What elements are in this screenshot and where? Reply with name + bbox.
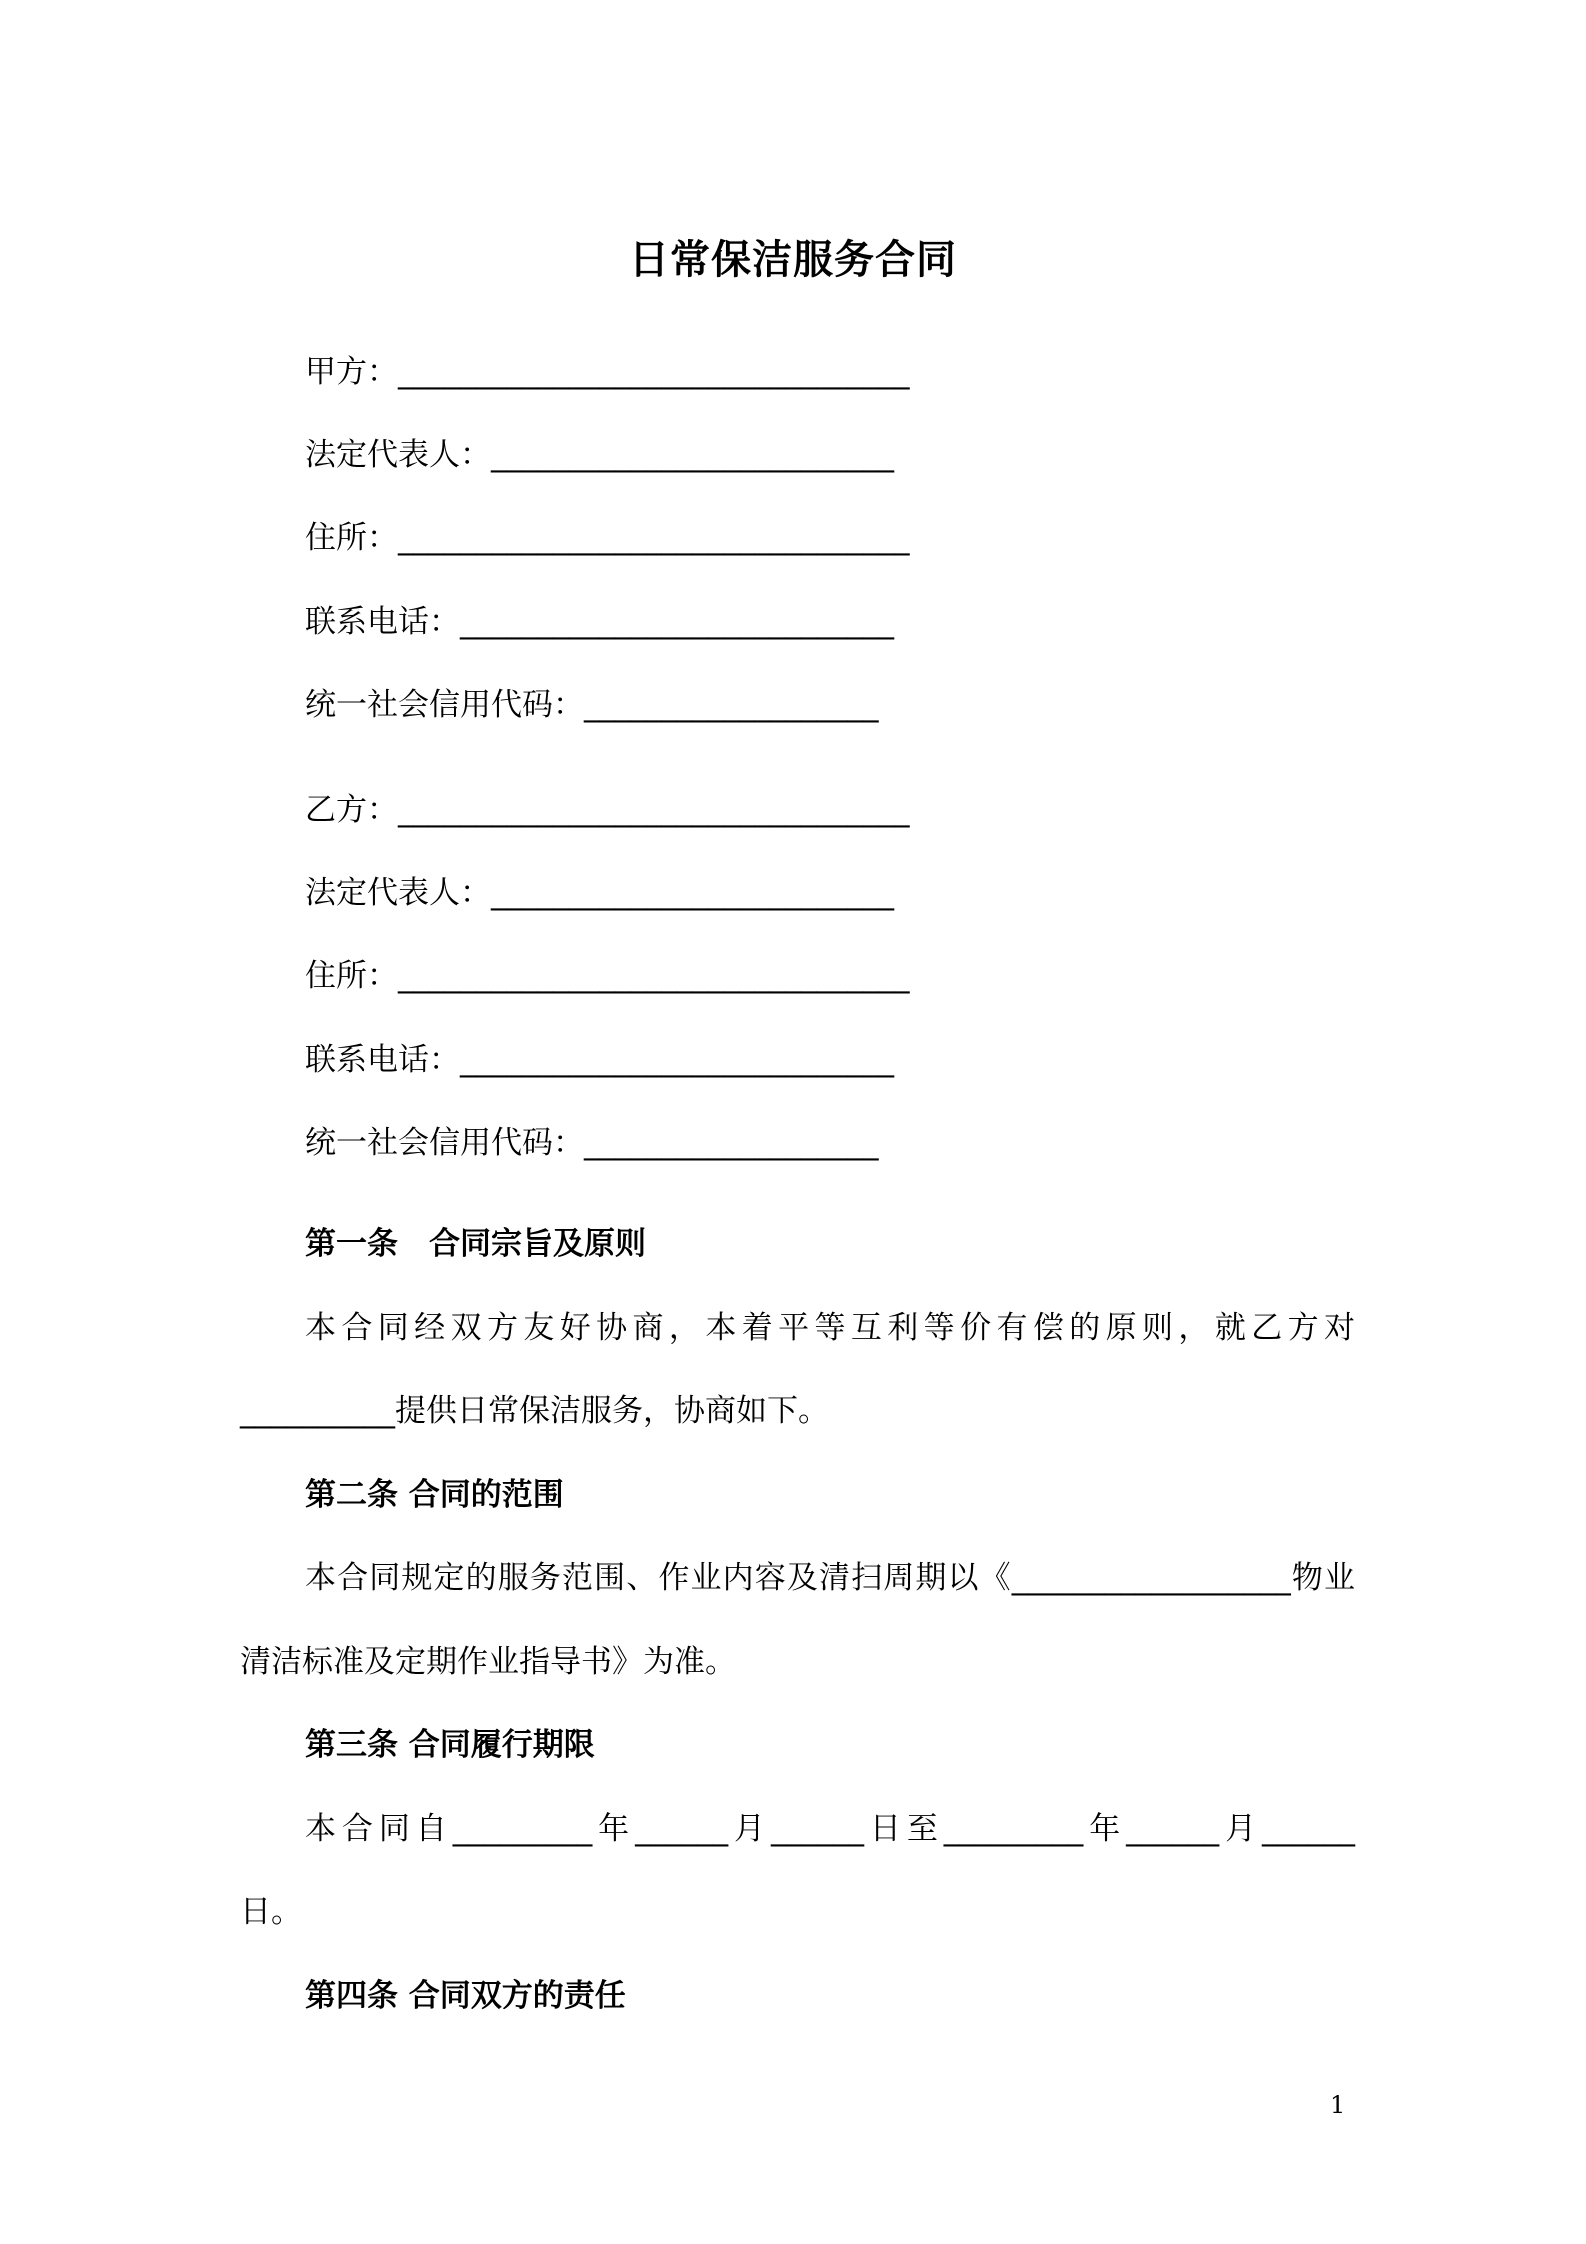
party-a-legal-rep-field: 法定代表人：__________________________ (305, 437, 894, 473)
party-a-phone-field: 联系电话：____________________________ (305, 604, 894, 640)
article-1-line-1: 本合同经双方友好协商，本着平等互利等价有偿的原则，就乙方对 (305, 1310, 1355, 1346)
article-2-heading: 第二条 合同的范围 (305, 1477, 564, 1513)
article-3-heading: 第三条 合同履行期限 (305, 1727, 595, 1763)
document-title: 日常保洁服务合同 (629, 237, 957, 283)
article-2-line-1: 本合同规定的服务范围、作业内容及清扫周期以《__________________物业 (305, 1560, 1355, 1596)
article-4-heading: 第四条 合同双方的责任 (305, 1978, 626, 2014)
article-3-line-2: 日。 (240, 1894, 302, 1930)
article-1-line-2: __________提供日常保洁服务，协商如下。 (240, 1393, 829, 1429)
party-a-name-field: 甲方：_________________________________ (305, 354, 910, 390)
party-b-name-field: 乙方：_________________________________ (305, 792, 910, 828)
party-b-legal-rep-field: 法定代表人：__________________________ (305, 875, 894, 911)
party-b-phone-field: 联系电话：____________________________ (305, 1042, 894, 1078)
party-b-credit-code-field: 统一社会信用代码：___________________ (305, 1125, 879, 1161)
article-2-line-2: 清洁标准及定期作业指导书》为准。 (240, 1644, 736, 1680)
party-a-credit-code-field: 统一社会信用代码：___________________ (305, 687, 879, 723)
article-1-heading: 第一条 合同宗旨及原则 (305, 1226, 646, 1262)
party-b-address-field: 住所：_________________________________ (305, 958, 910, 994)
party-a-address-field: 住所：_________________________________ (305, 520, 910, 556)
article-3-line-1: 本合同自_________年______月______日至_________年______月______ (305, 1811, 1355, 1847)
page-number: 1 (1330, 2091, 1346, 2119)
